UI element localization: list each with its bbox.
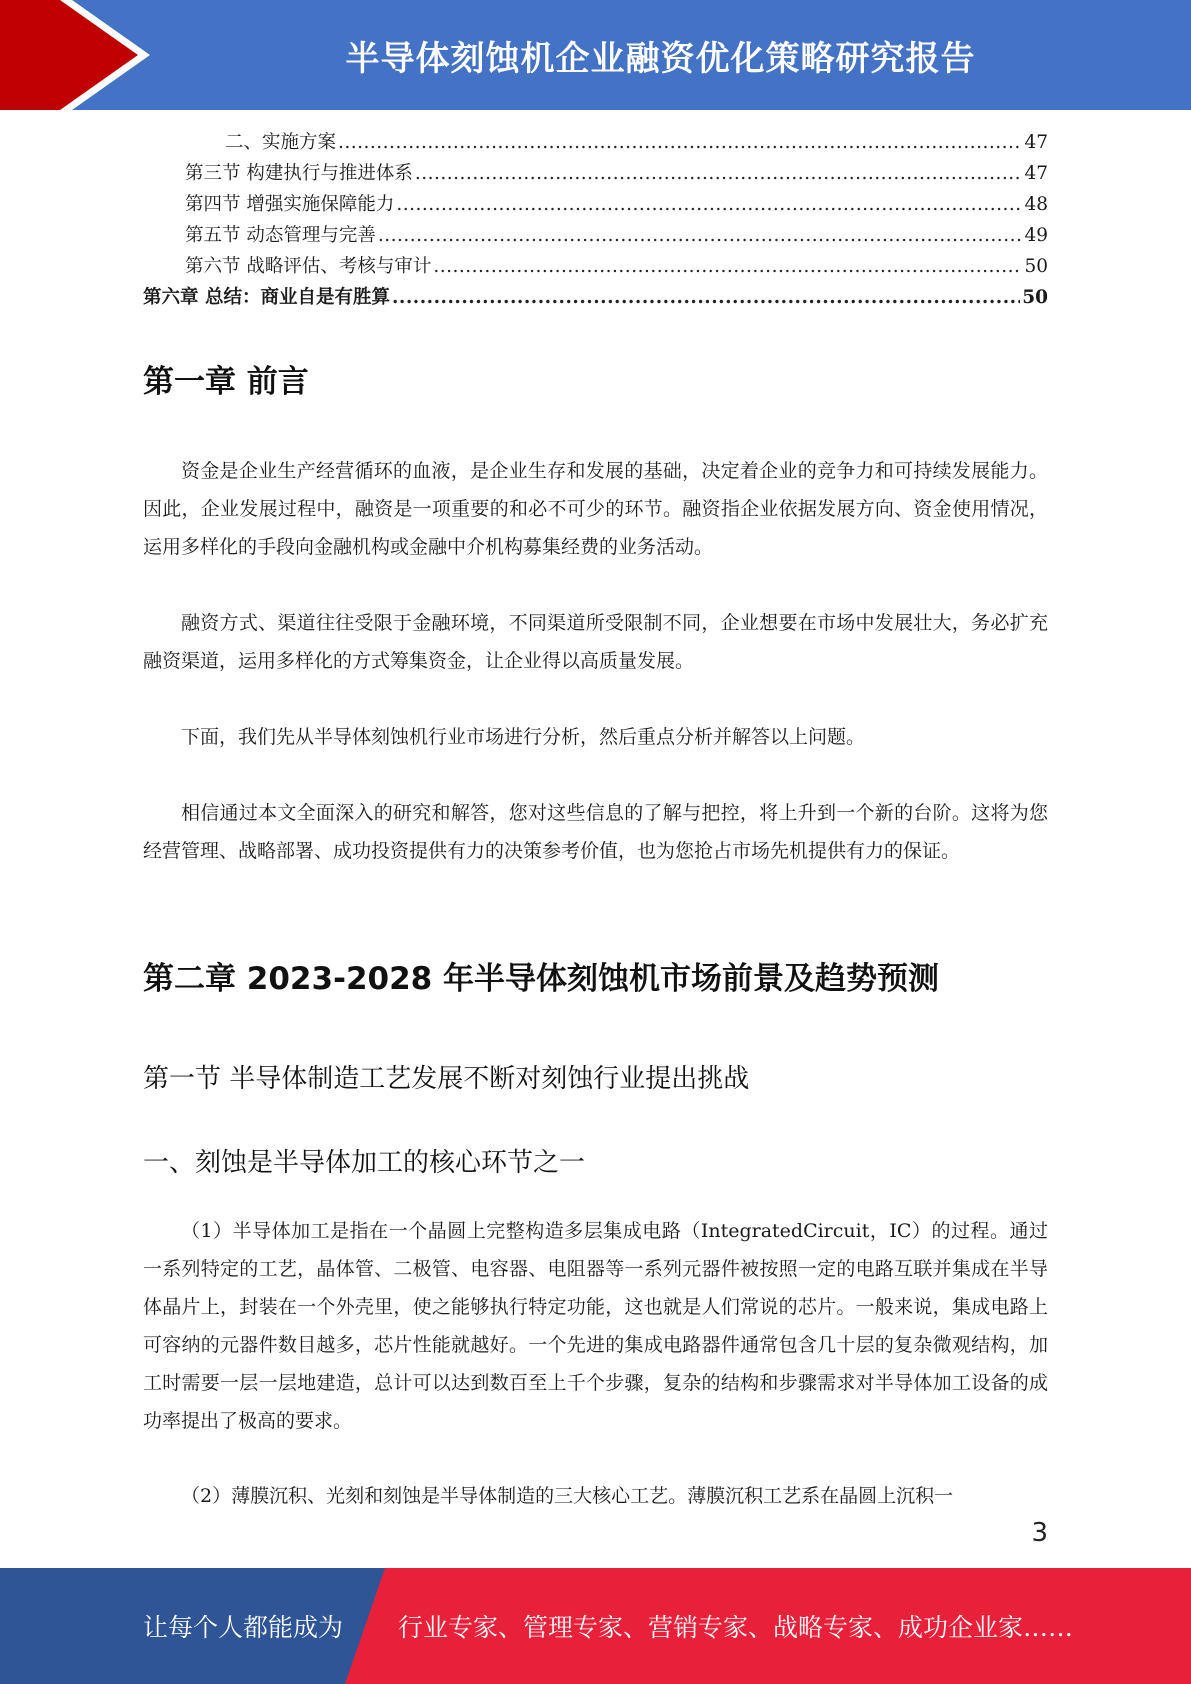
toc-entry-title: 第三节 构建执行与推进体系 [185,163,413,184]
section-heading: 第一节 半导体制造工艺发展不断对刻蚀行业提出挑战 [143,1064,750,1094]
toc-entry[interactable] [143,252,1048,283]
table-of-contents [143,128,1048,314]
header-chevron-icon [0,0,160,110]
toc-entry[interactable] [143,283,1048,314]
toc-entry-title: 第五节 动态管理与完善 [185,225,376,246]
paragraph: 相信通过本文全面深入的研究和解答，您对这些信息的了解与把控，将上升到一个新的台阶。这将为您经营管理、战略部署、成功投资提供有力的决策参考价值，也为您抢占市场先机提供有力的保证。 [143,802,1048,862]
paragraph: 下面，我们先从半导体刻蚀机行业市场进行分析，然后重点分析并解答以上问题。 [181,726,866,748]
toc-leader [392,287,1020,308]
paragraph: 资金是企业生产经营循环的血液，是企业生存和发展的基础，决定着企业的竞争力和可持续发展能力。因此，企业发展过程中，融资是一项重要的和必不可少的环节。融资指企业依据发展方向、资金使用情况，运用多样化的手段向金融机构或金融中介机构募集经费的业务活动。 [143,460,1048,558]
paragraph: （1）半导体加工是指在一个晶圆上完整构造多层集成电路（IntegratedCircuit，IC）的过程。通过一系列特定的工艺，晶体管、二极管、电容器、电阻器等一系列元器件被按照一定的电路互联并集成在半导体晶片上，封装在一个外壳里，使之能够执行特定功能，这也就是人们常说的芯片。一般来说，集成电路上可容纳的元器件数目越多，芯片性能就越好。一个先进的集成电路器件通常包含几十层的复杂微观结构，加工时需要一层一层地建造，总计可以达到数百至上千个步骤，复杂的结构和步骤需求对半导体加工设备的成功率提出了极高的要求。 [143,1220,1048,1432]
header-title: 半导体刻蚀机企业融资优化策略研究报告 [345,38,976,79]
toc-entry[interactable] [143,159,1048,190]
toc-entry-page: 48 [1024,194,1048,215]
paragraph: （2）薄膜沉积、光刻和刻蚀是半导体制造的三大核心工艺。薄膜沉积工艺系在晶圆上沉积一 [181,1485,954,1507]
toc-entry[interactable] [143,128,1048,159]
toc-entry[interactable] [143,190,1048,221]
toc-entry-page: 50 [1022,287,1048,308]
toc-entry-title: 第六章 总结：商业自是有胜算 [143,287,390,308]
header-banner [0,0,1191,110]
footer-banner [0,1568,1191,1684]
chapter-2-heading: 第二章 2023-2028 年半导体刻蚀机市场前景及趋势预测 [143,961,940,997]
toc-entry-page: 47 [1024,132,1048,153]
toc-entry-title: 第四节 增强实施保障能力 [185,194,395,215]
page-number: 3 [1031,1518,1048,1548]
footer-slogan-right: 行业专家、管理专家、营销专家、战略专家、成功企业家…… [398,1613,1074,1642]
footer-slogan-left: 让每个人都能成为 [143,1613,344,1642]
toc-leader [415,163,1023,184]
subsection-heading: 一、刻蚀是半导体加工的核心环节之一 [143,1148,586,1178]
toc-entry-page: 50 [1024,256,1048,277]
toc-entry[interactable] [143,221,1048,252]
chapter-1-heading: 第一章 前言 [143,364,309,400]
toc-entry-title: 二、实施方案 [225,132,337,153]
toc-leader [396,194,1022,215]
toc-entry-title: 第六节 战略评估、考核与审计 [185,256,432,277]
toc-leader [338,132,1022,153]
toc-entry-page: 47 [1024,163,1048,184]
toc-leader [378,225,1023,246]
paragraph: 融资方式、渠道往往受限于金融环境，不同渠道所受限制不同，企业想要在市场中发展壮大，务必扩充融资渠道，运用多样化的方式筹集资金，让企业得以高质量发展。 [143,612,1048,672]
toc-leader [433,256,1022,277]
toc-entry-page: 49 [1024,225,1048,246]
